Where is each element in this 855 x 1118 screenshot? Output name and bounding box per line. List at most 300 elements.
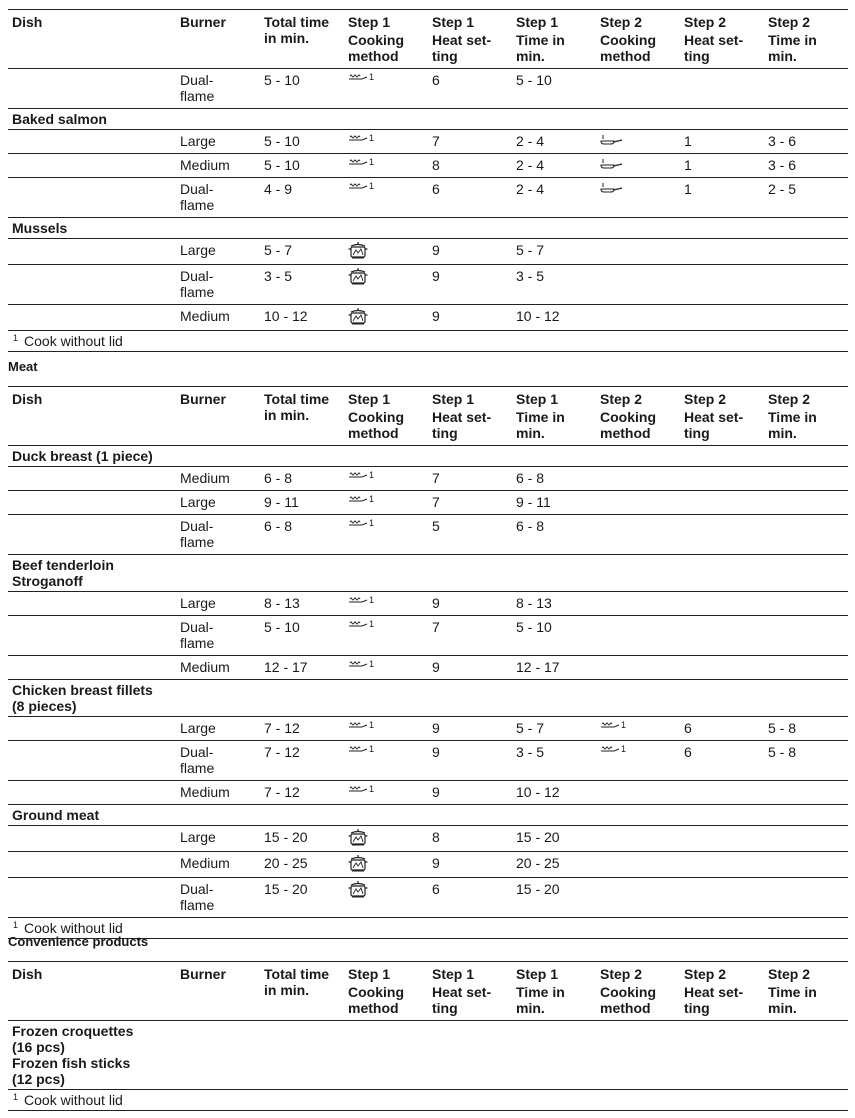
step2-heat-cell [680,826,764,852]
col-total-time-line-2: in min. [264,407,310,423]
step2-method-cell [596,878,680,918]
step2-time-cell [764,826,848,852]
dish-row [8,1021,848,1090]
dish-cell [8,515,176,555]
dish-cell [8,239,176,265]
pot-icon [348,829,368,847]
step1-heat-cell: 7 [428,616,512,656]
col-step1-time [512,10,596,69]
col-dish: Dish [8,387,176,446]
total-time-cell: 15 - 20 [260,878,344,918]
footnote-row [8,331,848,352]
dish-cell [8,467,176,491]
pan-fry-icon [348,659,368,671]
table-row [8,69,848,109]
col-step1-time-line-1: Step 1 [516,966,559,982]
pan-fry-icon [348,720,368,732]
step1-heat-cell: 8 [428,826,512,852]
dish-cell [8,781,176,805]
pan-fry-icon [348,518,368,530]
step1-time-cell: 6 - 8 [512,515,596,555]
footnote-ref: 1 [369,133,375,143]
step1-time-cell: 10 - 12 [512,305,596,331]
burner-cell: Large [176,717,260,741]
step2-time-cell: 3 - 6 [764,154,848,178]
col-step2-heat [680,962,764,1021]
step1-heat-cell: 7 [428,491,512,515]
step2-method-cell [596,616,680,656]
dish-row [8,680,848,717]
footnote-ref: 1 [369,659,375,669]
step2-heat-cell: 1 [680,178,764,218]
step1-time-cell: 15 - 20 [512,878,596,918]
step2-heat-cell [680,239,764,265]
pan-fry-icon [348,72,368,84]
col-step1-method-line-1: Step 1 [348,966,391,982]
pan-fry-icon [348,181,368,193]
footnote-ref: 1 [369,72,375,82]
step2-method-cell [596,656,680,680]
col-step1-method [344,10,428,69]
step2-heat-cell [680,852,764,878]
dish-cell [8,305,176,331]
col-step1-heat-line-2: Heat set- ting [432,409,492,441]
footnote-ref: 1 [369,494,375,504]
table-row [8,305,848,331]
burner-cell: Medium [176,781,260,805]
total-time-cell: 6 - 8 [260,515,344,555]
col-step1-heat-line-2: Heat set- ting [432,984,492,1016]
total-time-cell: 7 - 12 [260,717,344,741]
col-step1-heat-line-1: Step 1 [432,966,475,982]
col-step1-time-line-2: Time in min. [516,32,565,64]
step1-time-cell: 15 - 20 [512,826,596,852]
col-step2-time-line-1: Step 2 [768,966,811,982]
meat-table-section [8,386,846,939]
footnote-text: Cook without lid [24,920,123,936]
step2-time-cell [764,616,848,656]
step2-time-cell [764,491,848,515]
total-time-cell: 5 - 10 [260,130,344,154]
col-step1-method-line-2: Cooking method [348,32,404,64]
table-row [8,656,848,680]
footnote-ref: 1 [369,784,375,794]
step2-heat-cell [680,656,764,680]
step1-method-cell [344,239,428,265]
burner-cell: Dual- flame [176,741,260,781]
col-burner: Burner [176,962,260,1021]
step1-method-cell [344,656,428,680]
step2-time-cell [764,878,848,918]
step2-heat-cell: 1 [680,130,764,154]
total-time-cell: 7 - 12 [260,741,344,781]
pan-fry-icon [600,744,620,756]
step1-method-cell [344,130,428,154]
dish-cell [8,878,176,918]
footnote-ref: 1 [369,157,375,167]
burner-cell: Dual- flame [176,69,260,109]
pan-fry-icon [348,494,368,506]
frying-pan-icon [600,157,624,171]
col-step2-method [596,10,680,69]
col-burner: Burner [176,387,260,446]
frying-pan-icon [600,133,624,147]
footnote-text: Cook without lid [24,333,123,349]
dish-name: Duck breast (1 piece) [8,446,848,467]
col-total-time [260,962,344,1021]
col-step1-heat-line-1: Step 1 [432,14,475,30]
pot-icon [348,881,368,899]
fish-table [8,9,848,352]
table-row [8,826,848,852]
burner-cell: Dual- flame [176,265,260,305]
dish-name: Frozen croquettes (16 pcs) Frozen fish sticks (12 pcs) [8,1021,848,1090]
step2-time-cell [764,781,848,805]
footnote-ref: 1 [369,595,375,605]
step1-method-cell [344,826,428,852]
step2-method-cell [596,305,680,331]
burner-cell: Dual- flame [176,878,260,918]
footnote [8,331,848,352]
footnote-ref: 1 [369,518,375,528]
step1-heat-cell: 9 [428,592,512,616]
step2-time-cell [764,852,848,878]
col-total-time-line-2: in min. [264,982,310,998]
step1-heat-cell: 7 [428,130,512,154]
step2-heat-cell [680,265,764,305]
step1-method-cell [344,154,428,178]
table-row [8,265,848,305]
total-time-cell: 5 - 7 [260,239,344,265]
dish-name: Chicken breast fillets (8 pieces) [8,680,848,717]
footnote-mark: 1 [13,333,19,343]
step2-method-cell [596,69,680,109]
col-total-time-line-2: in min. [264,30,310,46]
col-total-time-line-1: Total time [264,966,330,982]
total-time-cell: 7 - 12 [260,781,344,805]
total-time-cell: 4 - 9 [260,178,344,218]
col-step1-method-line-2: Cooking method [348,409,404,441]
col-step2-method-line-1: Step 2 [600,391,643,407]
step2-heat-cell [680,878,764,918]
col-step2-heat-line-1: Step 2 [684,14,727,30]
step1-method-cell [344,69,428,109]
col-step1-time [512,387,596,446]
col-step2-method-line-2: Cooking method [600,32,656,64]
step1-heat-cell: 9 [428,239,512,265]
pan-fry-icon [348,595,368,607]
table-row [8,852,848,878]
fish-table-section [8,9,846,352]
total-time-cell: 5 - 10 [260,69,344,109]
step1-method-cell [344,592,428,616]
header-row [8,387,848,446]
step1-time-cell: 2 - 4 [512,178,596,218]
col-burner: Burner [176,10,260,69]
step1-heat-cell: 8 [428,154,512,178]
col-step1-time-line-1: Step 1 [516,391,559,407]
dish-cell [8,69,176,109]
step1-time-cell: 9 - 11 [512,491,596,515]
col-step2-heat-line-2: Heat set- ting [684,32,744,64]
total-time-cell: 8 - 13 [260,592,344,616]
step1-heat-cell: 9 [428,717,512,741]
dish-row [8,218,848,239]
step2-method-cell [596,826,680,852]
dish-name: Ground meat [8,805,848,826]
col-step2-time-line-1: Step 2 [768,14,811,30]
step2-method-cell [596,592,680,616]
step2-heat-cell [680,491,764,515]
pot-icon [348,242,368,260]
dish-cell [8,826,176,852]
step1-heat-cell: 6 [428,178,512,218]
table-row [8,491,848,515]
total-time-cell: 9 - 11 [260,491,344,515]
col-step1-heat [428,10,512,69]
step2-method-cell [596,852,680,878]
col-step2-time [764,962,848,1021]
dish-cell [8,717,176,741]
step1-heat-cell: 6 [428,69,512,109]
col-dish: Dish [8,962,176,1021]
step2-time-cell [764,592,848,616]
col-step2-time-line-2: Time in min. [768,409,817,441]
step1-method-cell [344,491,428,515]
burner-cell: Medium [176,305,260,331]
dish-cell [8,491,176,515]
col-step2-time-line-2: Time in min. [768,984,817,1016]
col-step2-heat [680,10,764,69]
step1-time-cell: 2 - 4 [512,154,596,178]
step1-method-cell [344,852,428,878]
step1-method-cell [344,741,428,781]
footnote-ref: 1 [621,744,627,754]
step1-heat-cell: 9 [428,265,512,305]
burner-cell: Dual- flame [176,616,260,656]
col-step2-method-line-2: Cooking method [600,984,656,1016]
col-step2-time-line-2: Time in min. [768,32,817,64]
footnote-ref: 1 [369,470,375,480]
col-total-time-line-1: Total time [264,14,330,30]
col-step2-heat-line-1: Step 2 [684,391,727,407]
dish-cell [8,130,176,154]
step2-time-cell [764,239,848,265]
step2-time-cell [764,265,848,305]
col-step1-method-line-1: Step 1 [348,391,391,407]
convenience-section-title: Convenience products [8,934,149,949]
footnote-ref: 1 [369,744,375,754]
step2-method-cell [596,178,680,218]
step1-time-cell: 5 - 7 [512,239,596,265]
step2-heat-cell [680,616,764,656]
burner-cell: Large [176,491,260,515]
dish-name: Beef tenderloin Stroganoff [8,555,848,592]
table-row [8,239,848,265]
header-row [8,10,848,69]
pan-fry-icon [348,470,368,482]
col-total-time [260,387,344,446]
footnote-mark: 1 [13,1092,19,1102]
col-step1-heat-line-1: Step 1 [432,391,475,407]
footnote-ref: 1 [369,619,375,629]
step1-method-cell [344,305,428,331]
dish-cell [8,852,176,878]
col-step1-method-line-2: Cooking method [348,984,404,1016]
step2-method-cell [596,781,680,805]
step2-method-cell [596,491,680,515]
col-step2-method-line-2: Cooking method [600,409,656,441]
step2-method-cell [596,717,680,741]
col-step2-method-line-1: Step 2 [600,966,643,982]
col-step2-heat-line-2: Heat set- ting [684,984,744,1016]
col-step1-method [344,387,428,446]
step2-heat-cell [680,781,764,805]
table-row [8,154,848,178]
step2-method-cell [596,265,680,305]
col-step1-time-line-2: Time in min. [516,984,565,1016]
col-step1-heat [428,962,512,1021]
col-step1-time [512,962,596,1021]
dish-cell [8,741,176,781]
step1-time-cell: 6 - 8 [512,467,596,491]
convenience-table-section [8,961,846,1111]
pan-fry-icon [348,784,368,796]
table-row [8,130,848,154]
step1-method-cell [344,616,428,656]
step1-method-cell [344,515,428,555]
frying-pan-icon [600,181,624,195]
burner-cell: Medium [176,467,260,491]
table-row [8,178,848,218]
pan-fry-icon [600,720,620,732]
dish-row [8,555,848,592]
pan-fry-icon [348,133,368,145]
col-step2-heat [680,387,764,446]
step2-method-cell [596,239,680,265]
total-time-cell: 20 - 25 [260,852,344,878]
step1-heat-cell: 5 [428,515,512,555]
step1-method-cell [344,467,428,491]
burner-cell: Dual- flame [176,178,260,218]
step2-heat-cell [680,69,764,109]
step1-heat-cell: 9 [428,781,512,805]
step2-time-cell [764,467,848,491]
dish-cell [8,616,176,656]
dish-cell [8,656,176,680]
dish-row [8,109,848,130]
col-step2-method-line-1: Step 2 [600,14,643,30]
step1-time-cell: 5 - 10 [512,616,596,656]
total-time-cell: 6 - 8 [260,467,344,491]
table-row [8,467,848,491]
step1-time-cell: 20 - 25 [512,852,596,878]
step1-time-cell: 5 - 7 [512,717,596,741]
col-step2-time [764,10,848,69]
step1-time-cell: 12 - 17 [512,656,596,680]
dish-row [8,805,848,826]
step2-method-cell [596,467,680,491]
step2-method-cell [596,515,680,555]
step1-heat-cell: 9 [428,741,512,781]
step1-time-cell: 5 - 10 [512,69,596,109]
burner-cell: Dual- flame [176,515,260,555]
footnote-row [8,1090,848,1111]
total-time-cell: 10 - 12 [260,305,344,331]
burner-cell: Medium [176,656,260,680]
step1-heat-cell: 9 [428,305,512,331]
step1-heat-cell: 9 [428,852,512,878]
total-time-cell: 5 - 10 [260,616,344,656]
table-row [8,781,848,805]
step1-method-cell [344,717,428,741]
step2-time-cell [764,515,848,555]
col-step2-heat-line-2: Heat set- ting [684,409,744,441]
col-step2-time-line-1: Step 2 [768,391,811,407]
burner-cell: Large [176,826,260,852]
col-step1-time-line-2: Time in min. [516,409,565,441]
step1-heat-cell: 9 [428,656,512,680]
dish-row [8,446,848,467]
col-step1-heat [428,387,512,446]
burner-cell: Medium [176,154,260,178]
pot-icon [348,308,368,326]
col-total-time-line-1: Total time [264,391,330,407]
footnote-ref: 1 [369,181,375,191]
convenience-table [8,961,848,1111]
step2-heat-cell [680,467,764,491]
burner-cell: Medium [176,852,260,878]
step1-time-cell: 2 - 4 [512,130,596,154]
col-step1-heat-line-2: Heat set- ting [432,32,492,64]
pan-fry-icon [348,157,368,169]
meat-section-title: Meat [8,359,38,374]
col-step1-method [344,962,428,1021]
dish-cell [8,592,176,616]
total-time-cell: 3 - 5 [260,265,344,305]
dish-cell [8,178,176,218]
table-row [8,878,848,918]
table-row [8,616,848,656]
step2-heat-cell [680,515,764,555]
step2-time-cell: 2 - 5 [764,178,848,218]
step1-method-cell [344,265,428,305]
dish-name: Baked salmon [8,109,848,130]
footnote-text: Cook without lid [24,1092,123,1108]
step1-time-cell: 10 - 12 [512,781,596,805]
total-time-cell: 12 - 17 [260,656,344,680]
step2-method-cell [596,154,680,178]
pan-fry-icon [348,744,368,756]
step2-time-cell [764,69,848,109]
step1-method-cell [344,878,428,918]
step2-method-cell [596,741,680,781]
col-step2-time [764,387,848,446]
step2-time-cell [764,656,848,680]
meat-table [8,386,848,939]
col-step2-method [596,387,680,446]
col-step1-method-line-1: Step 1 [348,14,391,30]
step2-time-cell: 3 - 6 [764,130,848,154]
burner-cell: Large [176,130,260,154]
step1-time-cell: 3 - 5 [512,741,596,781]
table-row [8,717,848,741]
footnote-ref: 1 [621,720,627,730]
burner-cell: Large [176,592,260,616]
step2-heat-cell: 6 [680,741,764,781]
step2-heat-cell [680,592,764,616]
dish-cell [8,265,176,305]
